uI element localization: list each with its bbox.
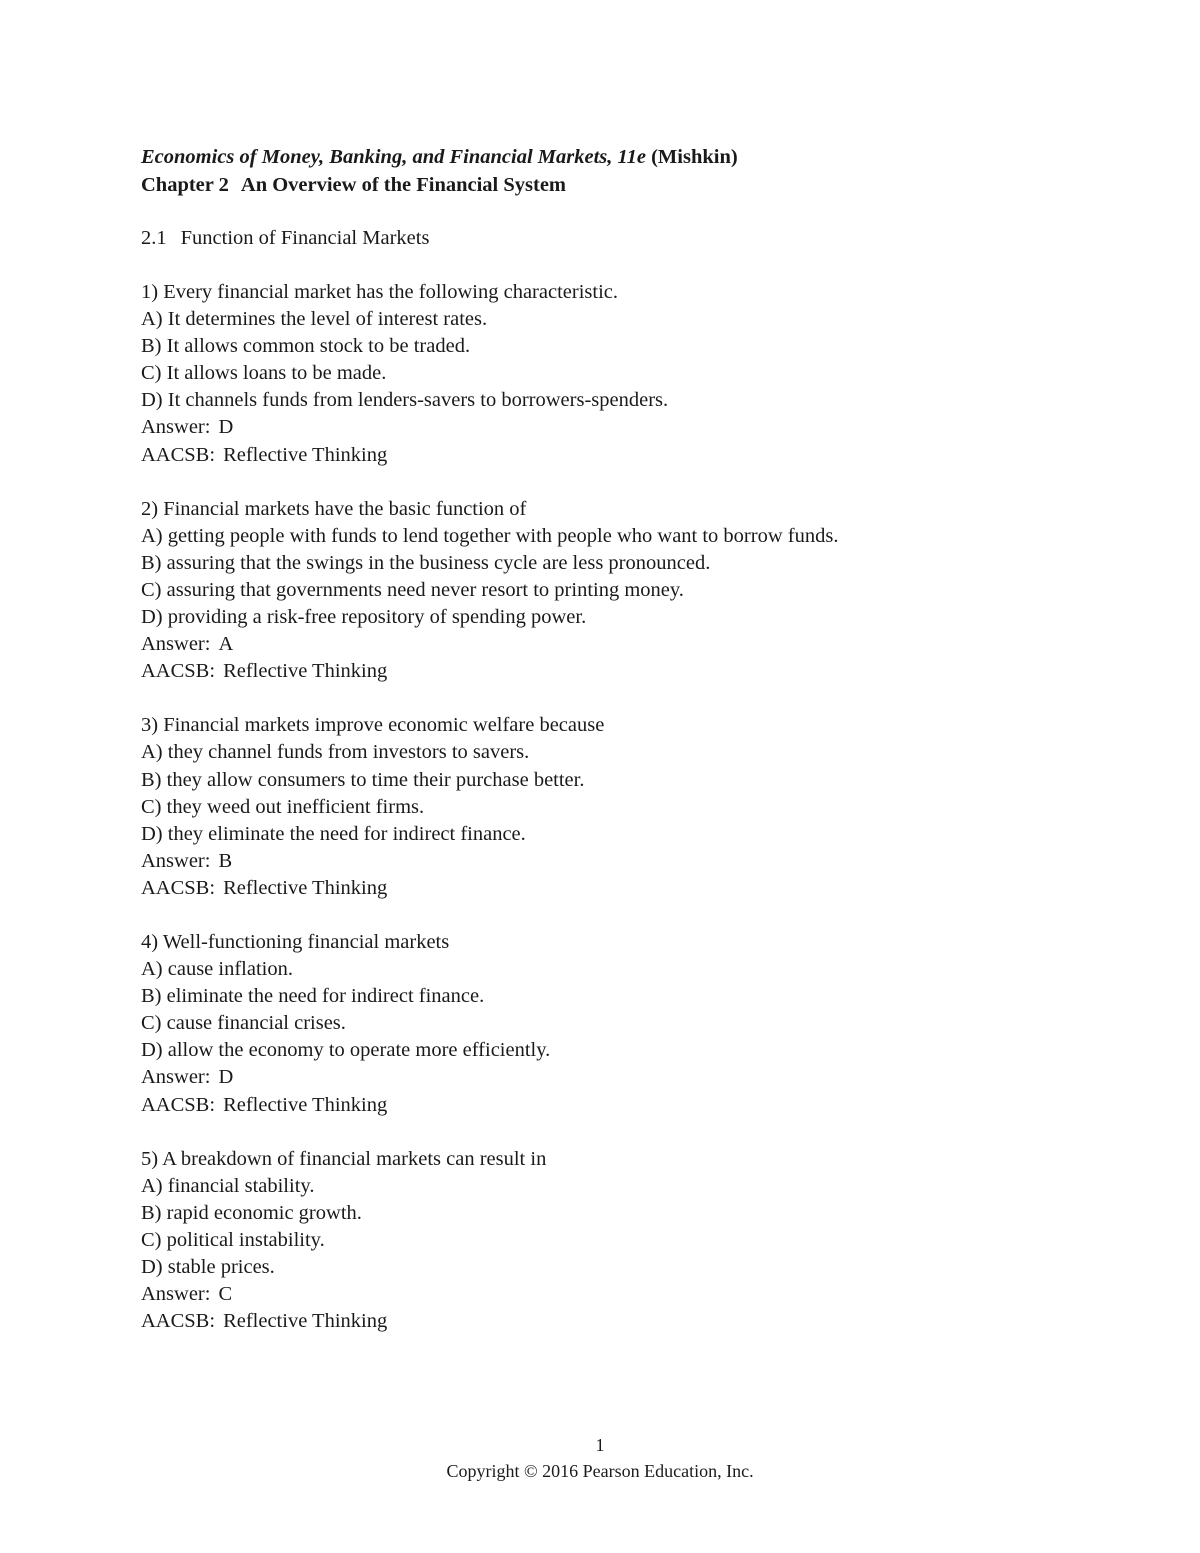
aacsb-line: [141, 658, 1101, 685]
option-d: D) It channels funds from lenders-savers to borrowers-spenders.: [141, 389, 669, 412]
option-c: C) assuring that governments need never resort to printing money.: [141, 578, 684, 601]
page-number: 1: [595, 1435, 605, 1455]
answer-value: D: [218, 416, 234, 439]
question-stem: 2) Financial markets have the basic function of: [141, 497, 527, 520]
aacsb-value: Reflective Thinking: [223, 1310, 388, 1333]
option-a: A) cause inflation.: [141, 958, 293, 981]
answer-line: [141, 1281, 1101, 1308]
chapter-heading: [141, 171, 1101, 199]
answer-label: Answer:: [141, 1066, 211, 1089]
answer-value: D: [218, 1066, 234, 1089]
question-stem: 1) Every financial market has the following characteristic.: [141, 281, 618, 303]
book-title: Economics of Money, Banking, and Financial Markets, 11e: [141, 146, 646, 168]
question-stem: 4) Well-functioning financial markets: [141, 930, 450, 953]
question-stem: 3) Financial markets improve economic welfare because: [141, 714, 605, 737]
answer-value: B: [218, 849, 233, 872]
book-title-line: [141, 143, 1101, 171]
option-a: A) they channel funds from investors to savers.: [141, 741, 530, 764]
question-5: [141, 1146, 1101, 1336]
option-c: C) It allows loans to be made.: [141, 362, 387, 385]
author: (Mishkin): [651, 146, 738, 168]
option-a: A) getting people with funds to lend together with people who want to borrow funds.: [141, 524, 839, 547]
document-page: [141, 143, 1101, 1335]
answer-label: Answer:: [141, 849, 211, 872]
answer-label: Answer:: [141, 1283, 211, 1306]
option-b: B) they allow consumers to time their purchase better.: [141, 768, 585, 791]
option-c: C) cause financial crises.: [141, 1012, 346, 1035]
chapter-title: An Overview of the Financial System: [240, 174, 567, 196]
chapter-label: Chapter 2: [141, 174, 229, 196]
answer-line: [141, 848, 1101, 875]
aacsb-label: AACSB:: [141, 660, 216, 683]
option-d: D) they eliminate the need for indirect finance.: [141, 822, 526, 845]
section-heading: [141, 225, 1101, 252]
question-4: [141, 929, 1101, 1119]
option-c: C) political instability.: [141, 1228, 325, 1251]
answer-label: Answer:: [141, 633, 211, 656]
aacsb-label: AACSB:: [141, 1310, 216, 1333]
aacsb-line: [141, 1308, 1101, 1335]
option-c: C) they weed out inefficient firms.: [141, 795, 425, 818]
copyright-notice: Copyright © 2016 Pearson Education, Inc.: [446, 1461, 754, 1481]
section-number: 2.1: [141, 227, 167, 249]
option-d: D) providing a risk-free repository of spending power.: [141, 606, 587, 629]
option-b: B) It allows common stock to be traded.: [141, 335, 471, 358]
aacsb-label: AACSB:: [141, 1093, 216, 1116]
option-d: D) stable prices.: [141, 1256, 275, 1278]
aacsb-label: AACSB:: [141, 876, 216, 899]
aacsb-line: [141, 442, 1101, 469]
option-b: B) eliminate the need for indirect finance.: [141, 985, 485, 1008]
option-a: A) financial stability.: [141, 1174, 315, 1197]
aacsb-value: Reflective Thinking: [223, 660, 388, 683]
answer-value: C: [218, 1283, 233, 1306]
answer-line: [141, 1064, 1101, 1091]
aacsb-value: Reflective Thinking: [223, 876, 388, 899]
section-title: Function of Financial Markets: [180, 227, 430, 249]
question-3: [141, 712, 1101, 902]
question-stem: 5) A breakdown of financial markets can result in: [141, 1147, 547, 1170]
option-b: B) rapid economic growth.: [141, 1201, 362, 1224]
aacsb-value: Reflective Thinking: [223, 1093, 388, 1116]
option-a: A) It determines the level of interest rates.: [141, 308, 488, 331]
aacsb-value: Reflective Thinking: [223, 443, 388, 466]
answer-value: A: [218, 633, 234, 656]
question-1: [141, 279, 1101, 469]
answer-label: Answer:: [141, 416, 211, 439]
answer-line: [141, 631, 1101, 658]
aacsb-line: [141, 875, 1101, 902]
aacsb-line: [141, 1092, 1101, 1119]
option-b: B) assuring that the swings in the business cycle are less pronounced.: [141, 551, 711, 574]
option-d: D) allow the economy to operate more efficiently.: [141, 1039, 551, 1062]
question-2: [141, 496, 1101, 686]
answer-line: [141, 414, 1101, 441]
aacsb-label: AACSB:: [141, 443, 216, 466]
